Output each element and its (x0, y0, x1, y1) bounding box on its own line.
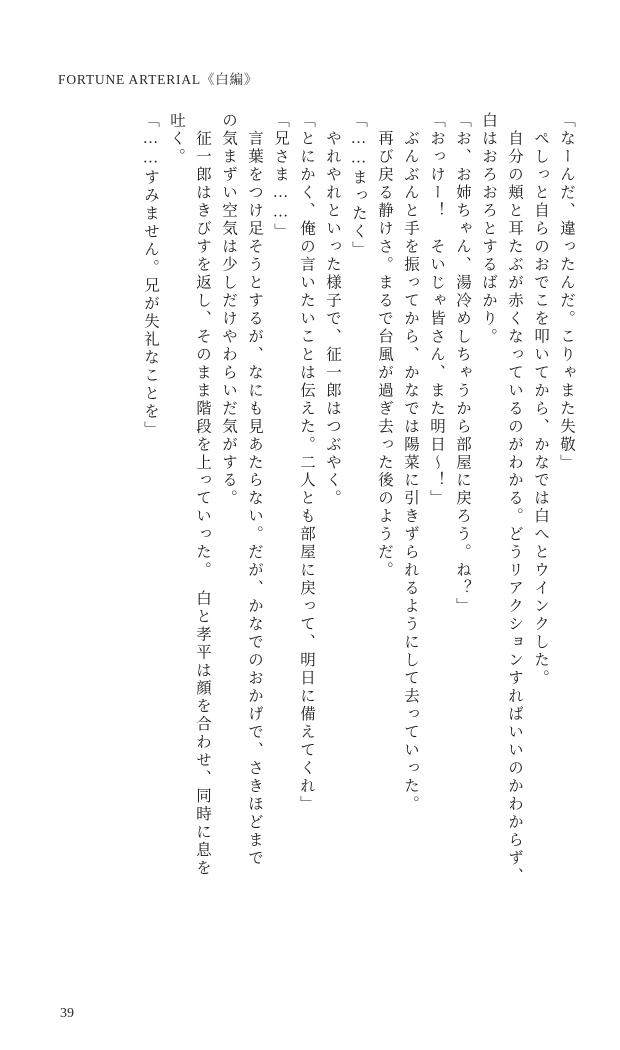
text-column: 再び戻る静けさ。まるで台風が過ぎ去った後のようだ。 (376, 112, 393, 580)
text-column: 「とにかく、俺の言いたいことは伝えた。二人とも部屋に戻って、明日に備えてくれ」 (298, 112, 315, 814)
text-column: の気まずい空気は少しだけやわらいだ気がする。 (220, 112, 237, 508)
text-column: 「……まったく」 (350, 112, 367, 259)
text-column: 「兄さま……」 (272, 112, 289, 241)
page-number: 39 (60, 1006, 74, 1021)
text-column: 「なーんだ、違ったんだ。こりゃまた失敬」 (558, 112, 575, 472)
book-title-jp: 《白編》 (200, 72, 259, 87)
text-column: やれやれといった様子で、征一郎はつぶやく。 (324, 112, 341, 508)
book-title-latin: FORTUNE ARTERIAL (58, 72, 201, 87)
vertical-text-body (74, 112, 574, 972)
text-column: 白はおろおろとするばかり。 (480, 112, 497, 346)
text-column: 征一郎はきびすを返し、そのまま階段を上っていった。 白と孝平は顔を合わせ、同時に息を (194, 112, 211, 878)
text-column: 「お、お姉ちゃん、湯冷めしちゃうから部屋に戻ろう。ね？」 (454, 112, 471, 616)
text-column: 言葉をつけ足そうとするが、なにも見あたらない。だが、かなでのおかげで、さきほどまで (246, 112, 263, 868)
text-column: 「……すみません。兄が失礼なことを」 (142, 112, 159, 439)
text-column: 自分の頬と耳たぶが赤くなっているのがわかる。どうリアクションすればいいのかわからず、 (506, 112, 523, 886)
text-column: 吐く。 (168, 112, 185, 166)
text-column: ぺしっと自らのおでこを叩いてから、かなでは白へとウインクした。 (532, 112, 549, 688)
text-column: ぶんぶんと手を振ってから、かなでは陽菜に引きずられるようにして去っていった。 (402, 112, 419, 814)
running-header (58, 68, 258, 88)
text-column: 「おっけー！ そいじゃ皆さん、また明日～！」 (428, 112, 445, 508)
